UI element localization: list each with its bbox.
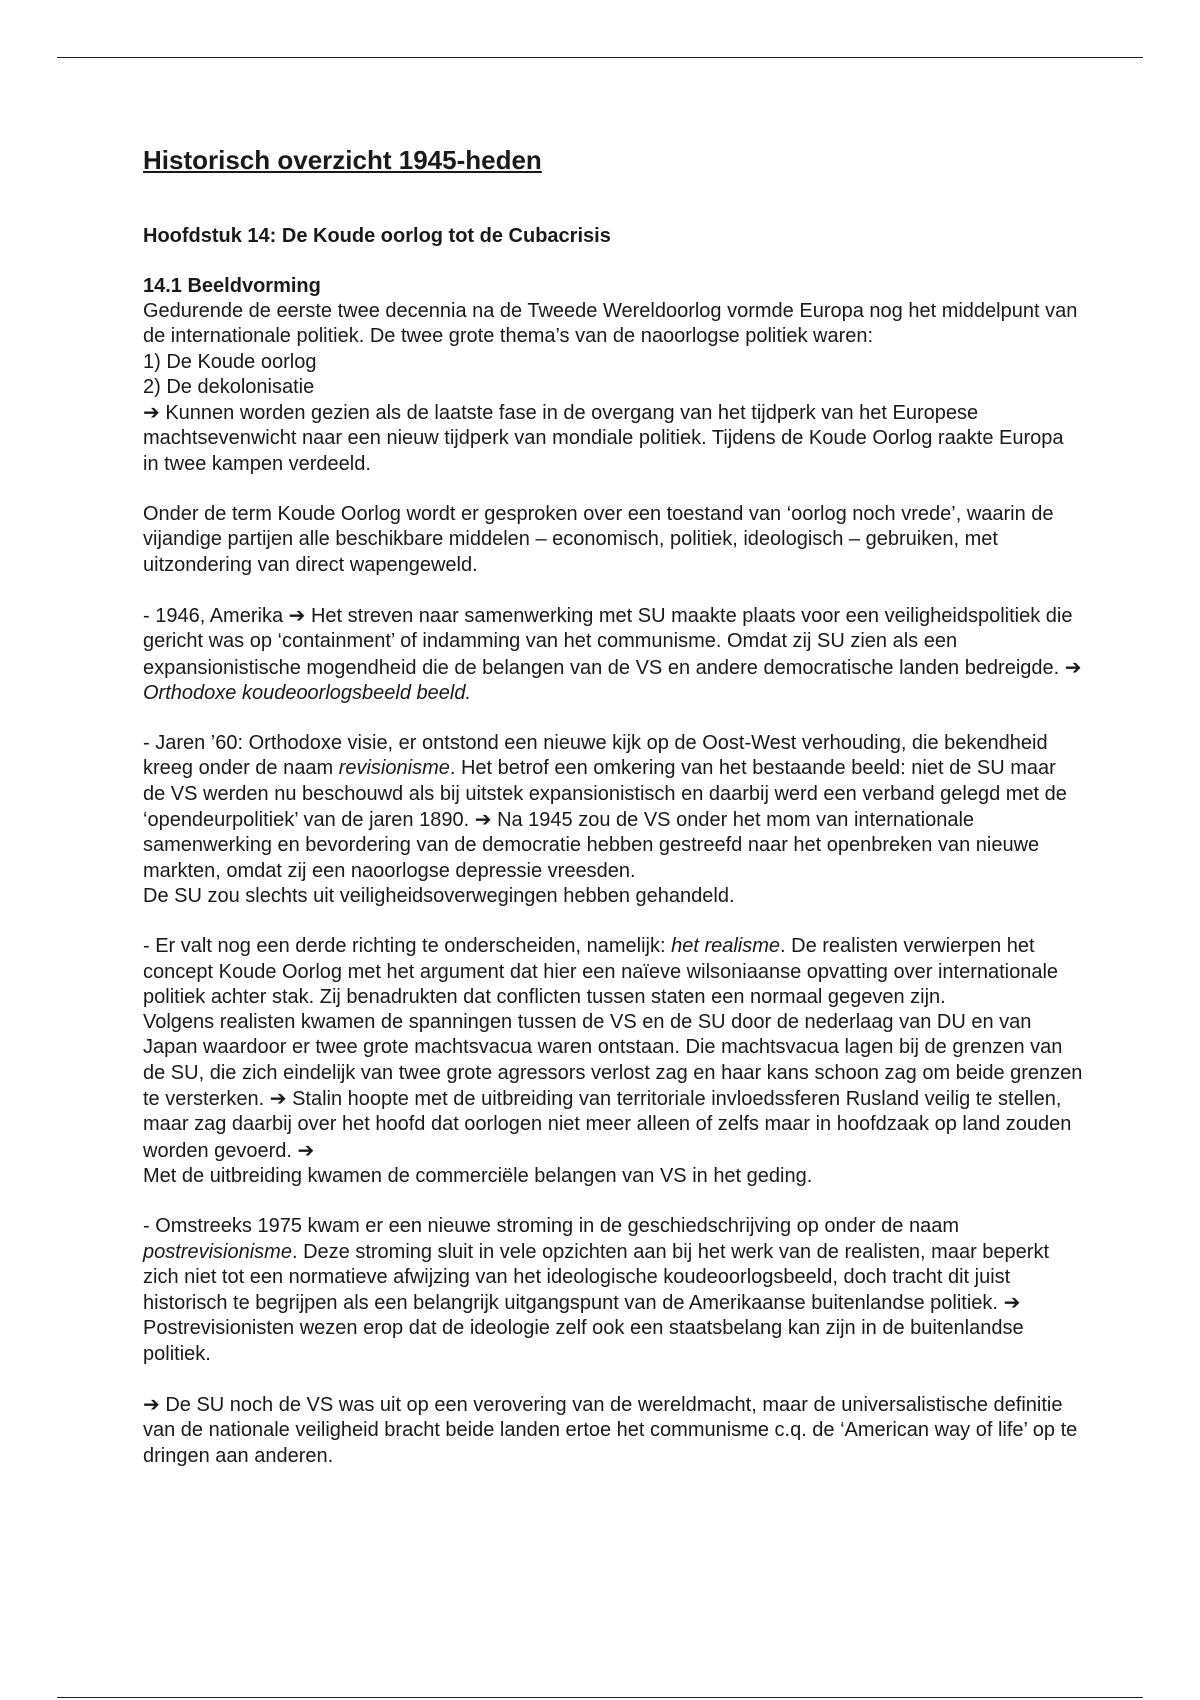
term-postrevisionism: postrevisionisme xyxy=(143,1240,292,1263)
paragraph-text: De SU noch de VS was uit op een verovering van de wereldmacht, maar de universalistische definitie van de nationale veiligheid bracht beide landen ertoe het communisme c.q. de ‘American way of life’ op te dringen aan anderen. xyxy=(143,1393,1078,1467)
paragraph-text: - Omstreeks 1975 kwam er een nieuwe stroming in de geschiedschrijving op onder de naam xyxy=(143,1215,959,1238)
arrow-icon: ➔ xyxy=(297,1137,315,1162)
paragraph-postrevisionism xyxy=(143,1214,1083,1367)
paragraph-1946 xyxy=(143,603,1083,706)
arrow-icon: ➔ xyxy=(143,400,160,425)
list-item: 2) De dekolonisatie xyxy=(143,375,315,398)
arrow-icon: ➔ xyxy=(1003,1290,1021,1315)
document-title: Historisch overzicht 1945-heden xyxy=(143,145,542,175)
arrow-icon: ➔ xyxy=(474,807,492,832)
paragraph-arrow-note xyxy=(143,400,1083,477)
paragraph-text: . Het betrof een omkering van het bestaande beeld: niet de SU maar de VS werden nu beschouwd als bij uitstek expansionistisch en daarbij werd een verband gelegd met de ‘opendeurpolitiek’ van de jaren 1890. xyxy=(143,757,1067,832)
term-realism: het realisme xyxy=(671,935,781,958)
term-orthodox: Orthodoxe koudeoorlogsbeeld beeld. xyxy=(143,681,472,704)
paragraph-text: Na 1945 zou de VS onder het mom van internationale samenwerking en bevordering van de democratie hebben gestreefd naar het openbreken van nieuwe markten, omdat zij een naoorlogse depressie vreesden. xyxy=(143,809,1040,882)
arrow-icon: ➔ xyxy=(143,1391,160,1416)
paragraph-revisionism xyxy=(143,731,1083,884)
paragraph-text: Het streven naar samenwerking met SU maakte plaats voor een veiligheidspolitiek die gericht was op ‘containment’ of indamming van het communisme. Omdat zij SU zien als een expansionistische mogendheid die de belangen van de VS en andere democratische landen bedreigde. xyxy=(143,604,1073,679)
paragraph-realism-cont xyxy=(143,1010,1083,1189)
list-item: 1) De Koude oorlog xyxy=(143,350,317,373)
paragraph-intro xyxy=(143,299,1083,350)
arrow-note-text: Kunnen worden gezien als de laatste fase in de overgang van het tijdperk van het Europese machtsevenwicht naar een nieuw tijdperk van mondiale politiek. Tijdens de Koude Oorlog raakte Europa in twee kampen verdeeld. xyxy=(143,402,1064,475)
term-revisionism: revisionisme xyxy=(338,757,450,780)
chapter-heading: Hoofdstuk 14: De Koude oorlog tot de Cubacrisis xyxy=(143,225,611,247)
paragraph-realism xyxy=(143,934,1083,1010)
section-heading: 14.1 Beeldvorming xyxy=(143,275,321,297)
paragraph-conclusion xyxy=(143,1392,1083,1469)
paragraph-text: Stalin hoopte met de uitbreiding van territoriale invloedssferen Rusland veilig te stellen, maar zag daarbij over het hoofd dat oorlogen niet meer alleen of zelfs maar in hoofdzaak op land zouden worden gevoerd. xyxy=(143,1088,1072,1162)
arrow-icon: ➔ xyxy=(288,602,306,627)
paragraph-text: - Er valt nog een derde richting te onderscheiden, namelijk: xyxy=(143,935,666,958)
paragraph-text: Postrevisionisten wezen erop dat de ideologie zelf ook een staatsbelang kan zijn in de buitenlandse politiek. xyxy=(143,1317,1024,1365)
paragraph-text: Met de uitbreiding kwamen de commerciële belangen van VS in het geding. xyxy=(143,1164,813,1187)
top-rule xyxy=(57,57,1143,58)
paragraph-text: . Deze stroming sluit in vele opzichten aan bij het werk van de realisten, maar beperkt zich niet tot een normatieve afwijzing van het ideologische koudeoorlogsbeeld, doch tracht dit juist historisch te begrijpen als een belangrijk uitgangspunt van de Amerikaanse buitenlandse politiek. xyxy=(143,1240,1050,1315)
paragraph-text: . De realisten verwierpen het concept Koude Oorlog met het argument dat hier een naïeve wilsoniaanse opvatting over internationale politiek achter stak. Zij benadrukten dat conflicten tussen staten een normaal gegeven zijn. xyxy=(143,935,1059,1008)
paragraph-text: Volgens realisten kwamen de spanningen tussen de VS en de SU door de nederlaag van DU en van Japan waardoor er twee grote machtsvacua waren ontstaan. Die machtsvacua lagen bij de grenzen van de SU, die zich eindelijk van twee grote agressors verlost zag en haar kans schoon zag om beide grenzen te versterken. xyxy=(143,1011,1083,1111)
arrow-icon: ➔ xyxy=(269,1086,287,1111)
document-body xyxy=(143,142,1083,1469)
paragraph-line: De SU zou slechts uit veiligheidsoverwegingen hebben gehandeld. xyxy=(143,884,735,907)
intro-text: Gedurende de eerste twee decennia na de Tweede Wereldoorlog vormde Europa nog het middelpunt van de internationale politiek. De twee grote thema’s van de naoorlogse politiek waren: xyxy=(143,300,1078,348)
paragraph-definition: Onder de term Koude Oorlog wordt er gesproken over een toestand van ‘oorlog noch vrede’, waarin de vijandige partijen alle beschikbare middelen – economisch, politiek, ideologisch – gebruiken, met uitzondering van direct wapengeweld. xyxy=(143,503,1054,576)
bottom-rule xyxy=(57,1697,1143,1698)
arrow-icon: ➔ xyxy=(1064,654,1082,679)
paragraph-lead: - 1946, Amerika xyxy=(143,604,284,627)
paragraph-text: - Jaren ’60: Orthodoxe visie, er ontstond een nieuwe kijk op de Oost-West verhouding, die bekendheid kreeg onder de naam xyxy=(143,732,1048,780)
